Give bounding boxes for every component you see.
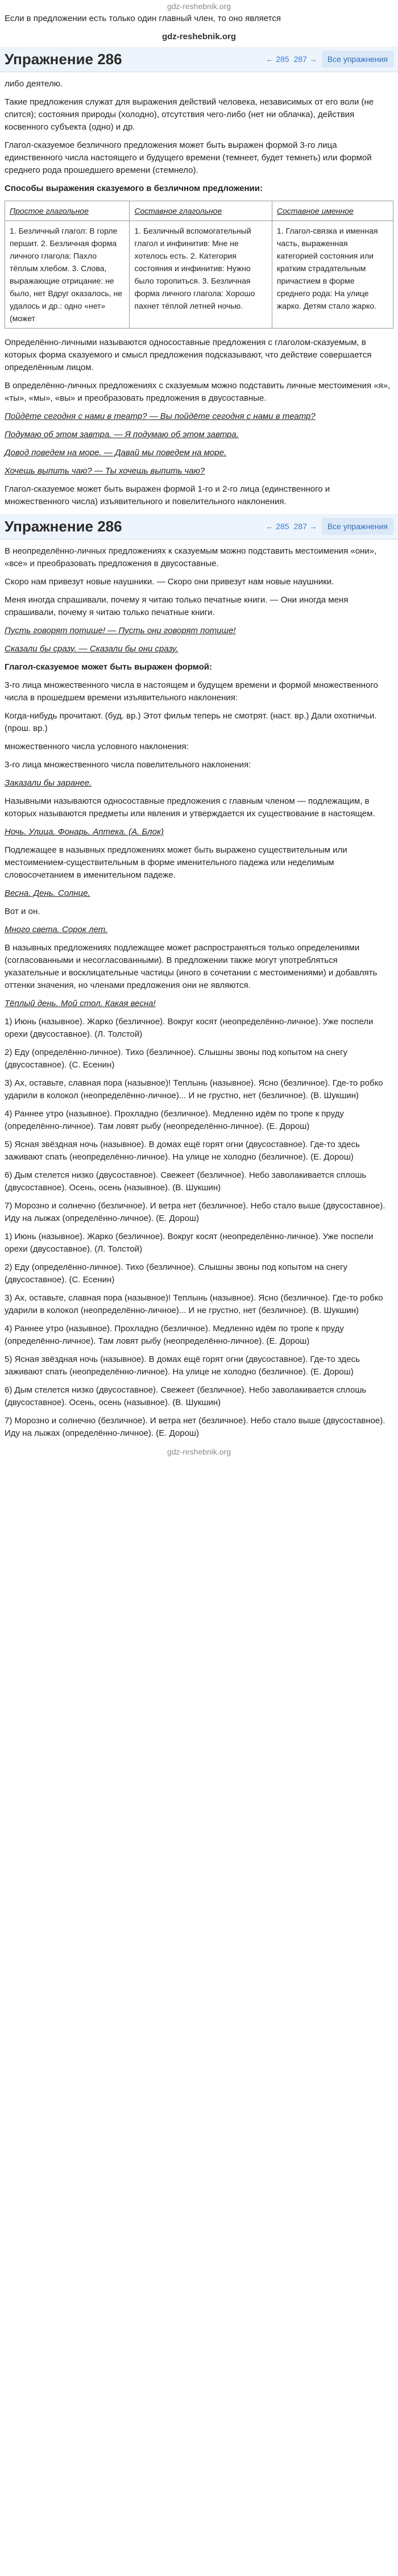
next-exercise-button-2[interactable]: 287 → [293, 522, 317, 531]
answer-item-repeat: 3) Ах, оставьте, славная пора (назывное)! Теплынь (назывное). Ясно (безличное). Где-то робко ударили в колокол (неопределённо-личное)... И не грустно, нет (безличное). (В. Шукшин) [5, 1293, 383, 1315]
answers-list [5, 1016, 393, 1225]
text-p10: Меня иногда спрашивали, почему я читаю только печатные книги. — Они иногда меня спрашивали, почему я читаю только печатные книги. [5, 595, 349, 617]
intro-line-4: Глагол-сказуемое безличного предложения может быть выражен формой 3-го лица единственного числа настоящего и будущего времени (темнеет, будет темнеть) или формой среднего рода прошедшего времени (стемнело). [5, 140, 372, 175]
ways-table-header [5, 201, 393, 221]
next-exercise-number-2: 287 [293, 522, 307, 531]
ways-table-row [5, 221, 393, 329]
text-p6: Хочешь выпить чаю? — Ты хочешь выпить чаю? [5, 466, 205, 476]
text-p20: Ночь. Улица. Фонарь. Аптека. (А. Блок) [5, 827, 164, 837]
theory-block [0, 78, 398, 508]
text-p13: Глагол-сказуемое может быть выражен формой: [5, 662, 212, 672]
ways-col-3-cell: 1. Глагол-связка и именная часть, выраженная категорией состояния или кратким страдательным причастием в форме среднего рода: На улице жарко. Детям стало жарко. [272, 221, 393, 329]
ways-col-3-header: Составное именное [272, 201, 393, 221]
intro-line-3: Такие предложения служат для выражения действий человека, независимых от его воли (не спится); состояния природы (холодно), отсутствия чего-либо (нет ни облачка), действия косвенного субъекта (одно) и др. [5, 97, 374, 132]
answer-item-repeat: 4) Раннее утро (назывное). Прохладно (безличное). Медленно идём по тропе к пруду (определённо-личное). Там ловят рыбу (неопределённо-личное). (Е. Дорош) [5, 1324, 344, 1346]
text-p5: Довод поведем на море. — Давай мы поведем на море. [5, 448, 227, 458]
text-p7: Глагол-сказуемое может быть выражен формой 1-го и 2-го лица (единственного и множественного числа) изъявительного и повелительного наклонения. [5, 484, 330, 506]
ways-table [5, 201, 393, 329]
text-p25: В назывных предложениях подлежащее может распространяться только определениями (согласованными и несогласованными). В предложении также могут употребляться указательные и восклицательные частицы (иного в сочетании с местоимениями) и добавлять оттенки значения, но членами предложения они не являются. [5, 943, 378, 990]
answer-item: 6) Дым стелется низко (двусоставное). Свежеет (безличное). Небо заволакивается сплошь (двусоставное). Осень, осень (назывное). (В. Шукшин) [5, 1170, 367, 1193]
text-p21: Подлежащее в назывных предложениях может быть выражено существительным или местоимением-существительным в форме именительного падежа или неделимым словосочетанием в именительном падеже. [5, 845, 347, 880]
text-p17: 3-го лица множественного числа повелительного наклонения: [5, 760, 251, 770]
text-p24: Много света. Сорок лет. [5, 925, 108, 934]
exercise-header-bottom [0, 514, 398, 539]
intro-line-1: Если в предложении есть только один главный член, то оно является [5, 14, 281, 23]
text-p9: Скоро нам привезут новые наушники. — Скоро они привезут нам новые наушники. [5, 577, 334, 587]
intro-line-2: либо деятелю. [5, 79, 63, 89]
answer-item-repeat: 6) Дым стелется низко (двусоставное). Свежеет (безличное). Небо заволакивается сплошь (двусоставное). Осень, осень (назывное). (В. Шукшин) [5, 1385, 367, 1407]
text-p14: 3-го лица множественного числа в настоящем и будущем времени и формой множественного числа в прошедшем времени изъявительного наклонения: [5, 680, 378, 703]
text-p18: Заказали бы заранее. [5, 778, 92, 788]
footer-watermark: gdz-reshebnik.org [167, 1447, 231, 1456]
text-p23: Вот и он. [5, 907, 40, 916]
text-p8: В неопределённо-личных предложениях к сказуемым можно подставить местоимения «они», «все» и преобразовать предложения в двусоставные. [5, 546, 377, 568]
all-exercises-button[interactable]: Все упражнения [322, 51, 393, 68]
answer-item: 2) Еду (определённо-личное). Тихо (безличное). Слышны звоны под копытом на снегу (двусоставное). (С. Есенин) [5, 1048, 348, 1070]
ways-col-2-header: Составное глагольное [130, 201, 272, 221]
prev-exercise-button-2[interactable]: ← 285 [266, 522, 289, 531]
answer-item: 1) Июнь (назывное). Жарко (безличное). Вокруг косят (неопределённо-личное). Уже поспели орехи (двусоставное). (Л. Толстой) [5, 1017, 374, 1039]
intro-block [0, 13, 398, 43]
exercise-header-top [0, 47, 398, 72]
answer-item: 5) Ясная звёздная ночь (назывное). В домах ещё горят огни (двусоставное). Где-то здесь заживают спать (неопределённо-личное). На улице не холодно (безличное). (Е. Дорош) [5, 1140, 360, 1162]
answers-list-repeat [5, 1231, 393, 1440]
exercise-title-2: Упражнение 286 [5, 518, 122, 535]
text-p1: Определённо-личными называются односоставные предложения с глаголом-сказуемым, в которых форма сказуемого и смысл предложения подсказывают, что действие совершается определённым лицом. [5, 338, 372, 372]
ways-col-1-cell: 1. Безличный глагол: В горле першит. 2. Безличная форма личного глагола: Пахло тёплым хлебом. 3. Слова, выражающие отрицание: не было, нет Вдруг оказалось, не удалось и др.: одно «нет» (может [5, 221, 130, 329]
prev-exercise-button[interactable]: ← 285 [266, 55, 289, 64]
text-p12: Сказали бы сразу. — Сказали бы они сразу. [5, 644, 179, 654]
text-p22: Весна. День. Солнце. [5, 888, 90, 898]
answer-item-repeat: 5) Ясная звёздная ночь (назывное). В домах ещё горят огни (двусоставное). Где-то здесь заживают спать (неопределённо-личное). На улице не холодно (безличное). (Е. Дорош) [5, 1355, 360, 1377]
answer-item: 7) Морозно и солнечно (безличное). И ветра нет (безличное). Небо стало выше (двусоставное). Иду на лыжах (определённо-личное). (Е. Дорош) [5, 1201, 385, 1223]
next-exercise-button[interactable]: 287 → [293, 55, 317, 64]
ways-heading: Способы выражения сказуемого в безличном предложении: [5, 184, 263, 193]
answer-item: 3) Ах, оставьте, славная пора (назывное)! Теплынь (назывное). Ясно (безличное). Где-то робко ударили в колокол (неопределённо-личное)... И не грустно, нет (безличное). (В. Шукшин) [5, 1078, 383, 1100]
exercise-pager-2 [266, 518, 393, 535]
all-exercises-button-2[interactable]: Все упражнения [322, 518, 393, 535]
answer-item-repeat: 7) Морозно и солнечно (безличное). И ветра нет (безличное). Небо стало выше (двусоставное). Иду на лыжах (определённо-личное). (Е. Дорош) [5, 1416, 385, 1438]
prev-exercise-number-2: 285 [276, 522, 289, 531]
exercise-title: Упражнение 286 [5, 51, 122, 68]
text-p26: Тёплый день. Мой стол. Какая весна! [5, 999, 156, 1008]
watermark: gdz-reshebnik.org [161, 32, 236, 41]
answer-item: 4) Раннее утро (назывное). Прохладно (безличное). Медленно идём по тропе к пруду (определённо-личное). Там ловят рыбу (неопределённо-личное). (Е. Дорош) [5, 1109, 344, 1131]
text-p15: Когда-нибудь прочитают. (буд. вр.) Этот фильм теперь не смотрят. (наст. вр.) Дали охотничьи. (прош. вр.) [5, 711, 377, 733]
text-p11: Пусть говорят потише! — Пусть они говорят потише! [5, 626, 236, 635]
text-p19: Назывными называются односоставные предложения с главным членом — подлежащим, в которых называются предметы или явления и утверждается их существование в настоящем. [5, 796, 375, 818]
answer-item-repeat: 1) Июнь (назывное). Жарко (безличное). Вокруг косят (неопределённо-личное). Уже поспели орехи (двусоставное). (Л. Толстой) [5, 1232, 374, 1254]
text-p16: множественного числа условного наклонения: [5, 742, 189, 751]
exercise-pager [266, 51, 393, 68]
text-p4: Подумаю об этом завтра. — Я подумаю об этом завтра. [5, 430, 239, 439]
text-p2: В определённо-личных предложениях с сказуемым можно подставить личные местоимения «я», «ты», «мы», «вы» и преобразовать предложения в двусоставные. [5, 381, 391, 403]
ways-col-1-header: Простое глагольное [5, 201, 130, 221]
site-banner[interactable]: gdz-reshebnik.org [167, 2, 231, 11]
text-p3: Пойдёте сегодня с нами в театр? — Вы пойдёте сегодня с нами в театр? [5, 412, 316, 421]
prev-exercise-number: 285 [276, 55, 289, 64]
next-exercise-number: 287 [293, 55, 307, 64]
ways-col-2-cell: 1. Безличный вспомогательный глагол и инфинитив: Мне не хотелось есть. 2. Категория состояния и инфинитив: Нужно было торопиться. 3. Безличная форма личного глагола: Хорошо пахнет тёплой летней ночью. [130, 221, 272, 329]
answer-item-repeat: 2) Еду (определённо-личное). Тихо (безличное). Слышны звоны под копытом на снегу (двусоставное). (С. Есенин) [5, 1262, 348, 1285]
theory-block-2 [0, 545, 398, 1458]
